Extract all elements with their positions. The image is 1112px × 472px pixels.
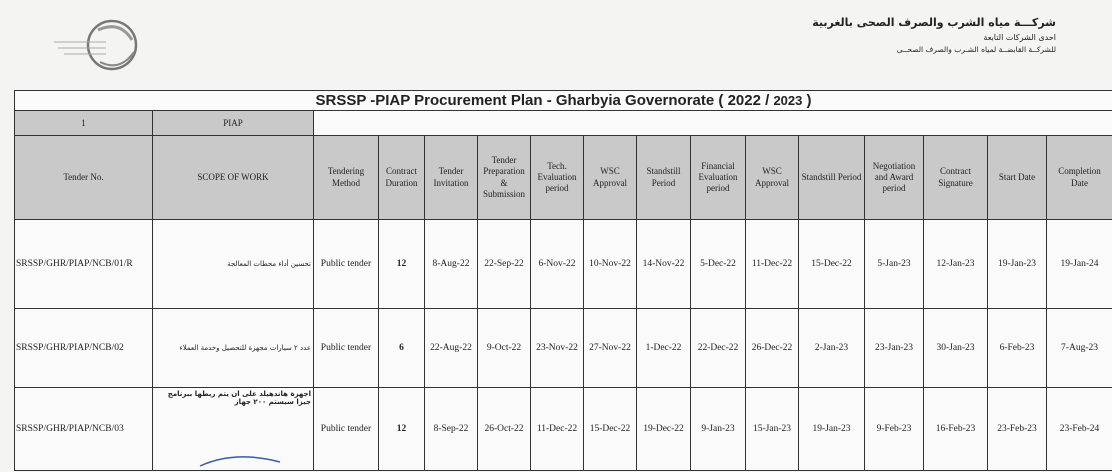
contract-duration: 12 (379, 220, 425, 309)
company-logo (50, 18, 145, 73)
scope-of-work: تحسين أداء محطات المعالجة (153, 220, 314, 309)
contract-duration: 12 (379, 388, 425, 471)
standstill-period: 15-Dec-22 (799, 220, 865, 309)
column-header: Contract Signature (924, 136, 988, 220)
negotiation-award: 9-Feb-23 (865, 388, 924, 471)
tech-evaluation: 6-Nov-22 (531, 220, 584, 309)
financial-evaluation: 22-Dec-22 (691, 309, 746, 388)
negotiation-award: 23-Jan-23 (865, 309, 924, 388)
tender-preparation: 9-Oct-22 (478, 309, 531, 388)
standstill-period: 1-Dec-22 (637, 309, 691, 388)
column-header: WSC Approval (584, 136, 637, 220)
column-header: Tender Invitation (425, 136, 478, 220)
column-header: Completion Date (1047, 136, 1112, 220)
tender-preparation: 26-Oct-22 (478, 388, 531, 471)
subsidiary-line: احدى الشركات التابعة (812, 33, 1056, 42)
procurement-table (14, 90, 1112, 471)
completion-date: 23-Feb-24 (1047, 388, 1112, 471)
wsc-approval: 27-Nov-22 (584, 309, 637, 388)
financial-evaluation: 5-Dec-22 (691, 220, 746, 309)
signature-mark (195, 452, 285, 472)
standstill-period: 2-Jan-23 (799, 309, 865, 388)
tech-evaluation: 23-Nov-22 (531, 309, 584, 388)
company-name: شركـــة مياه الشرب والصرف الصحى بالغربية (812, 16, 1056, 29)
wsc-approval: 15-Jan-23 (746, 388, 799, 471)
column-header: Standstill Period (799, 136, 865, 220)
title-row (15, 91, 1112, 111)
tendering-method: Public tender (314, 309, 379, 388)
completion-date: 7-Aug-23 (1047, 309, 1112, 388)
tendering-method: Public tender (314, 220, 379, 309)
start-date: 23-Feb-23 (988, 388, 1047, 471)
wsc-approval: 26-Dec-22 (746, 309, 799, 388)
tendering-method: Public tender (314, 388, 379, 471)
wsc-approval: 11-Dec-22 (746, 220, 799, 309)
tender-number: SRSSP/GHR/PIAP/NCB/02 (15, 309, 153, 388)
column-header-row (15, 136, 1112, 220)
contract-duration: 6 (379, 309, 425, 388)
subheader-row (15, 111, 1112, 136)
column-header: Negotiation and Award period (865, 136, 924, 220)
column-header: Tender No. (15, 136, 153, 220)
tender-invitation: 8-Sep-22 (425, 388, 478, 471)
contract-signature: 30-Jan-23 (924, 309, 988, 388)
column-header: Start Date (988, 136, 1047, 220)
column-header: SCOPE OF WORK (153, 136, 314, 220)
scope-of-work: عدد ٢ سيارات مجهزة للتحصيل وخدمة العملاء (153, 309, 314, 388)
table-row (15, 388, 1112, 471)
scope-of-work: اجهزة هاندهيلد على ان يتم ربطها ببرنامج جيزا سيستم ٢٠٠ جهاز (153, 388, 314, 471)
completion-date: 19-Jan-24 (1047, 220, 1112, 309)
holding-line: للشركــة القابضــة لمياه الشـرب والصرف الصحــى (812, 45, 1056, 54)
table-row (15, 309, 1112, 388)
tech-evaluation: 11-Dec-22 (531, 388, 584, 471)
column-header: WSC Approval (746, 136, 799, 220)
tender-number: SRSSP/GHR/PIAP/NCB/01/R (15, 220, 153, 309)
column-header: Financial Evaluation period (691, 136, 746, 220)
table-row (15, 220, 1112, 309)
tender-number: SRSSP/GHR/PIAP/NCB/03 (15, 388, 153, 471)
tender-invitation: 22-Aug-22 (425, 309, 478, 388)
subheader-number: 1 (15, 111, 153, 136)
financial-evaluation: 9-Jan-23 (691, 388, 746, 471)
wsc-approval: 10-Nov-22 (584, 220, 637, 309)
arabic-letterhead (812, 16, 1056, 54)
contract-signature: 16-Feb-23 (924, 388, 988, 471)
column-header: Tech. Evaluation period (531, 136, 584, 220)
subheader-piap: PIAP (153, 111, 314, 136)
tender-preparation: 22-Sep-22 (478, 220, 531, 309)
contract-signature: 12-Jan-23 (924, 220, 988, 309)
column-header: Contract Duration (379, 136, 425, 220)
standstill-period: 14-Nov-22 (637, 220, 691, 309)
standstill-period: 19-Jan-23 (799, 388, 865, 471)
negotiation-award: 5-Jan-23 (865, 220, 924, 309)
column-header: Tendering Method (314, 136, 379, 220)
table-title: SRSSP -PIAP Procurement Plan - Gharbyia Governorate ( 2022 / 2023 ) (15, 91, 1112, 111)
tender-invitation: 8-Aug-22 (425, 220, 478, 309)
start-date: 19-Jan-23 (988, 220, 1047, 309)
start-date: 6-Feb-23 (988, 309, 1047, 388)
column-header: Standstill Period (637, 136, 691, 220)
wsc-approval: 15-Dec-22 (584, 388, 637, 471)
standstill-period: 19-Dec-22 (637, 388, 691, 471)
column-header: Tender Preparation & Submission (478, 136, 531, 220)
